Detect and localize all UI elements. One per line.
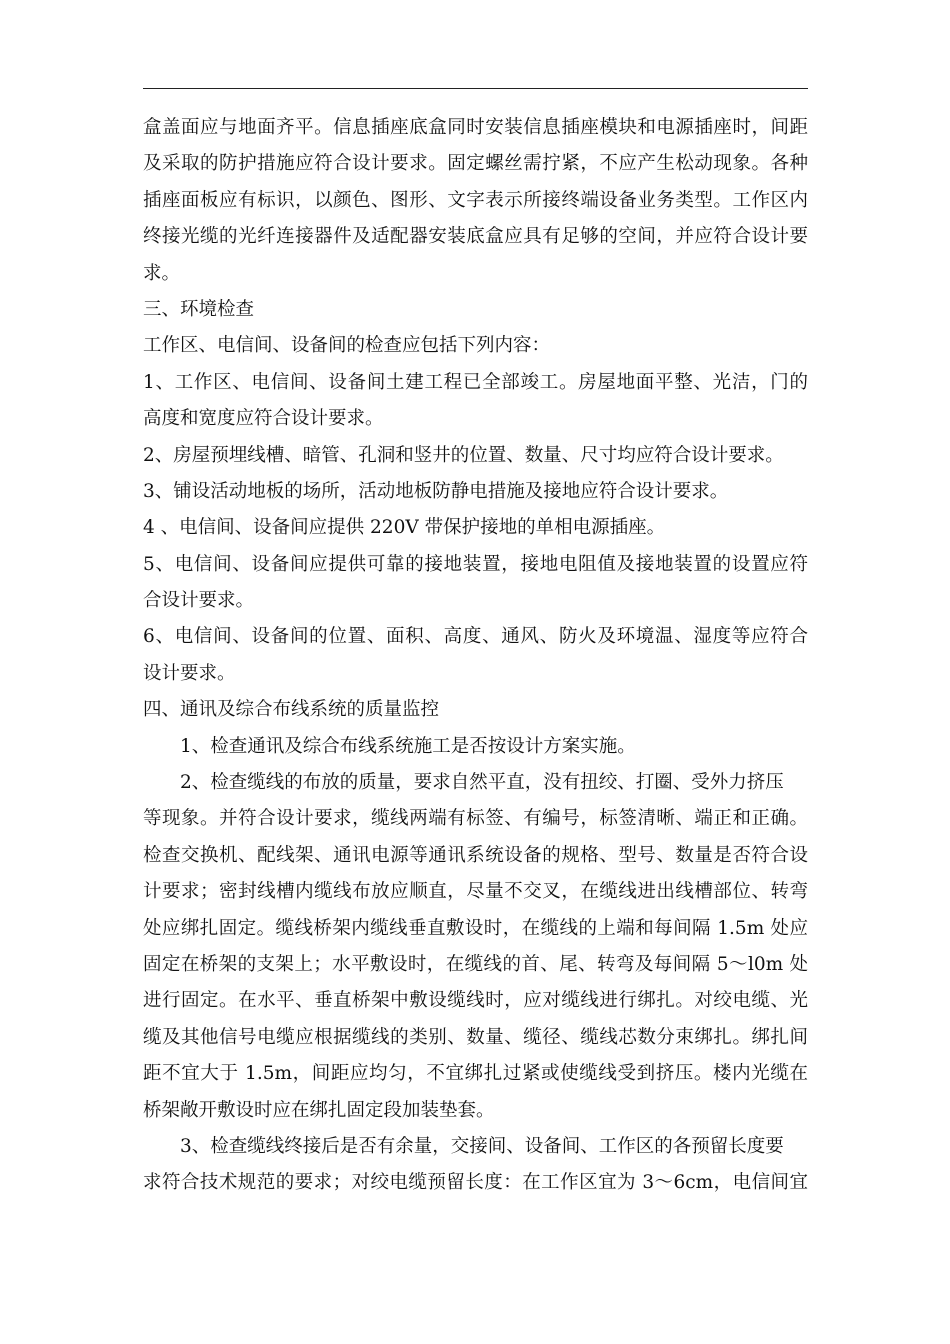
text-line: 等现象。并符合设计要求，缆线两端有标签、有编号，标签清晰、端正和正确。	[143, 808, 808, 830]
text-line: 1、工作区、电信间、设备间土建工程已全部竣工。房屋地面平整、光洁，门的	[143, 371, 808, 393]
text-line: 工作区、电信间、设备间的检查应包括下列内容：	[143, 335, 551, 357]
text-line: 求符合技术规范的要求；对绞电缆预留长度：在工作区宜为 3～6cm，电信间宜	[143, 1172, 808, 1194]
text-line: 设计要求。	[143, 662, 236, 684]
text-line: 3、铺设活动地板的场所，活动地板防静电措施及接地应符合设计要求。	[143, 480, 729, 502]
text-line: 固定在桥架的支架上；水平敷设时，在缆线的首、尾、转弯及每间隔 5～l0m 处	[143, 953, 808, 975]
text-line: 进行固定。在水平、垂直桥架中敷设缆线时，应对缆线进行绑扎。对绞电缆、光	[143, 990, 808, 1012]
text-line: 4 、电信间、设备间应提供 220V 带保护接地的单相电源插座。	[143, 517, 666, 539]
text-line: 2、检查缆线的布放的质量，要求自然平直，没有扭绞、打圈、受外力挤压	[180, 772, 784, 794]
text-line: 距不宜大于 1.5m，间距应均匀，不宜绑扎过紧或使缆线受到挤压。楼内光缆在	[143, 1063, 808, 1085]
text-line: 终接光缆的光纤连接器件及适配器安装底盒应具有足够的空间，并应符合设计要	[143, 226, 808, 248]
text-line: 桥架敞开敷设时应在绑扎固定段加装垫套。	[143, 1099, 495, 1121]
text-line: 2、房屋预埋线槽、暗管、孔洞和竖井的位置、数量、尺寸均应符合设计要求。	[143, 444, 784, 466]
text-line: 3、检查缆线终接后是否有余量，交接间、设备间、工作区的各预留长度要	[180, 1135, 784, 1157]
text-line: 高度和宽度应符合设计要求。	[143, 408, 384, 430]
text-line: 三、环境检查	[143, 298, 255, 320]
text-line: 合设计要求。	[143, 590, 255, 612]
text-line: 处应绑扎固定。缆线桥架内缆线垂直敷设时，在缆线的上端和每间隔 1.5m 处应	[143, 917, 808, 939]
text-line: 及采取的防护措施应符合设计要求。固定螺丝需拧紧，不应产生松动现象。各种	[143, 153, 808, 175]
text-line: 缆及其他信号电缆应根据缆线的类别、数量、缆径、缆线芯数分束绑扎。绑扎间	[143, 1026, 808, 1048]
text-line: 6、电信间、设备间的位置、面积、高度、通风、防火及环境温、湿度等应符合	[143, 626, 808, 648]
text-line: 5、电信间、设备间应提供可靠的接地装置，接地电阻值及接地装置的设置应符	[143, 553, 808, 575]
body-text	[143, 110, 813, 1202]
text-line: 四、通讯及综合布线系统的质量监控	[143, 699, 440, 721]
text-line: 1、检查通讯及综合布线系统施工是否按设计方案实施。	[180, 735, 636, 757]
header-rule	[143, 88, 808, 89]
text-line: 插座面板应有标识，以颜色、图形、文字表示所接终端设备业务类型。工作区内	[143, 189, 808, 211]
text-line: 盒盖面应与地面齐平。信息插座底盒同时安装信息插座模块和电源插座时，间距	[143, 117, 808, 138]
text-line: 求。	[143, 262, 181, 284]
text-line: 检查交换机、配线架、通讯电源等通讯系统设备的规格、型号、数量是否符合设	[143, 844, 808, 866]
text-line: 计要求；密封线槽内缆线布放应顺直，尽量不交叉，在缆线进出线槽部位、转弯	[143, 881, 808, 903]
